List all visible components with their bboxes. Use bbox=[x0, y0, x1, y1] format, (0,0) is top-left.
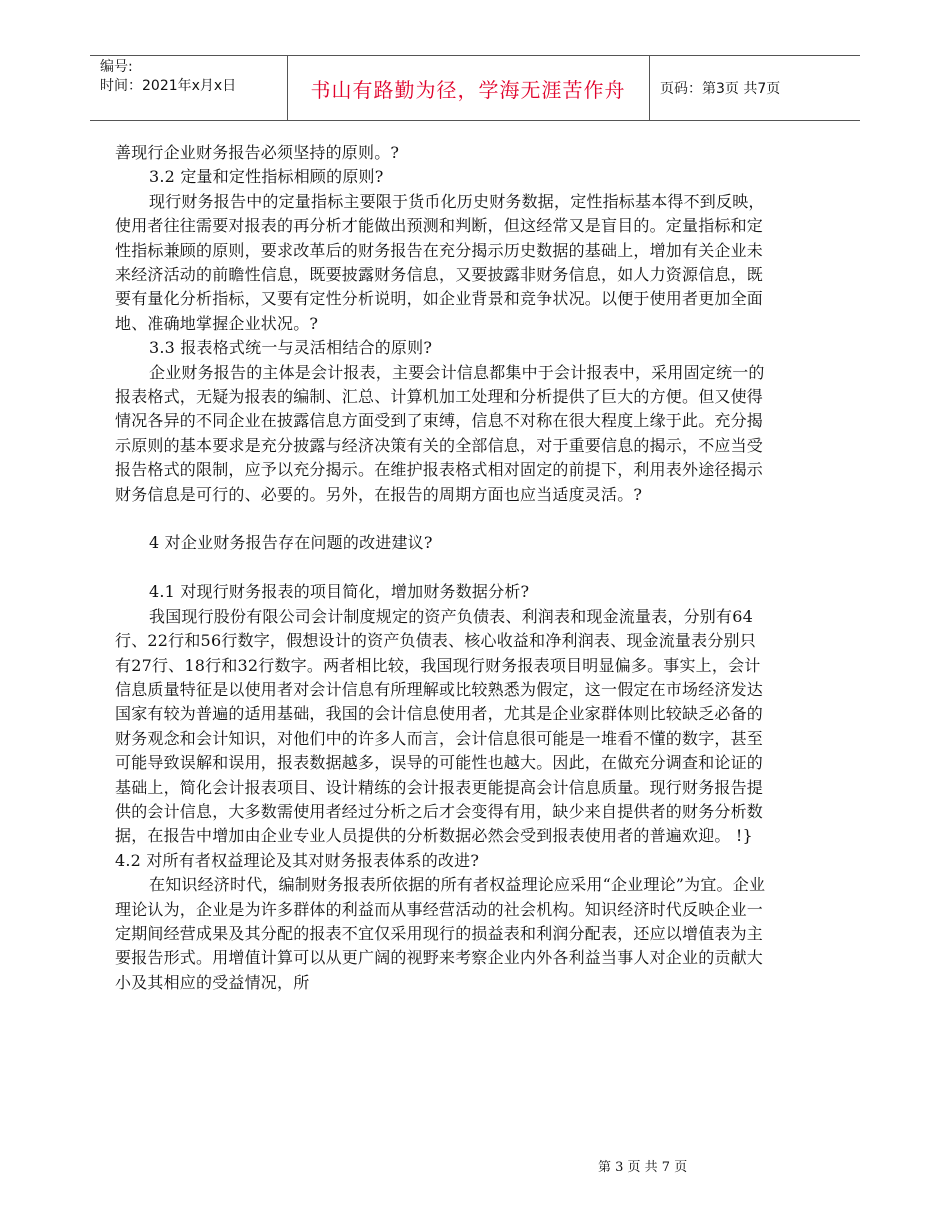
blank-line bbox=[115, 556, 770, 580]
paragraph-4-1-body: 我国现行股份有限公司会计制度规定的资产负债表、利润表和现金流量表，分别有64行、22行和56行数字，假想设计的资产负债表、核心收益和净利润表、现金流量表分别只有27行、18行和32行数字。两者相比较，我国现行财务报表项目明显偏多。事实上，会计信息质量特征是以使用者对会计信息有所理解或比较熟悉为假定，这一假定在市场经济发达国家有较为普遍的适用基础，我国的会计信息使用者，尤其是企业家群体则比较缺乏必备的财务观念和会计知识，对他们中的许多人而言，会计信息很可能是一堆看不懂的数字，甚至可能导致误解和误用，报表数据越多，误导的可能性也越大。因此，在做充分调查和论证的基础上，简化会计报表项目、设计精练的会计报表更能提高会计信息质量。现行财务报告提供的会计信息，大多数需使用者经过分析之后才会变得有用，缺少来自提供者的财务分析数据，在报告中增加由企业专业人员提供的分析数据必然会受到报表使用者的普遍欢迎。 !} 4.2 对所有者权益理论及其对财务报表体系的改进? bbox=[115, 606, 764, 870]
paragraph-continuation: 善现行企业财务报告必须坚持的原则。? bbox=[115, 143, 400, 162]
section-heading-4: 4 对企业财务报告存在问题的改进建议? bbox=[149, 533, 433, 553]
footer-page-number: 第 3 页 共 7 页 bbox=[598, 1160, 688, 1175]
header-number-label: 编号: bbox=[100, 59, 133, 75]
document-body bbox=[115, 141, 770, 995]
header-meta bbox=[100, 58, 280, 96]
header-top-rule bbox=[90, 55, 860, 56]
paragraph-3-3-body: 企业财务报告的主体是会计报表，主要会计信息都集中于会计报表中，采用固定统一的报表格式，无疑为报表的编制、汇总、计算机加工处理和分析提供了巨大的方便。但又使得情况各异的不同企业在披露信息方面受到了束缚，信息不对称在很大程度上缘于此。充分揭示原则的基本要求是充分披露与经济决策有关的全部信息，对于重要信息的揭示，不应当受报告格式的限制，应予以充分揭示。在维护报表格式相对固定的前提下，利用表外途径揭示财务信息是可行的、必要的。另外，在报告的周期方面也应当适度灵活。? bbox=[115, 362, 765, 504]
blank-line bbox=[115, 507, 770, 531]
paragraph-4-2-body: 在知识经济时代，编制财务报表所依据的所有者权益理论应采用“企业理论”为宜。企业理论认为，企业是为许多群体的利益而从事经营活动的社会机构。知识经济时代反映企业一定期间经营成果及其分配的报表不宜仅采用现行的损益表和利润分配表，还应以增值表为主要报告形式。用增值计算可以从更广阔的视野来考察企业内外各利益当事人对企业的贡献大小及其相应的受益情况，所 bbox=[115, 875, 766, 992]
header-bottom-rule bbox=[90, 120, 860, 121]
section-heading-4-1: 4.1 对现行财务报表的项目简化，增加财务数据分析? bbox=[149, 582, 530, 602]
header-divider-right bbox=[649, 55, 650, 121]
section-heading-3-3: 3.3 报表格式统一与灵活相结合的原则? bbox=[149, 338, 433, 358]
header-motto: 书山有路勤为径，学海无涯苦作舟 bbox=[310, 78, 626, 102]
header-time-label: 时间：2021年x月x日 bbox=[100, 78, 237, 94]
paragraph-3-2-body: 现行财务报告中的定量指标主要限于货币化历史财务数据，定性指标基本得不到反映，使用者往往需要对报表的再分析才能做出预测和判断，但这经常又是盲目的。定量指标和定性指标兼顾的原则，要求改革后的财务报告在充分揭示历史数据的基础上，增加有关企业未来经济活动的前瞻性信息，既要披露财务信息，又要披露非财务信息，如人力资源信息，既要有量化分析指标，又要有定性分析说明，如企业背景和竞争状况。以便于使用者更加全面地、准确地掌握企业状况。? bbox=[115, 191, 765, 333]
header-page-label: 页码：第3页 共7页 bbox=[660, 81, 781, 97]
section-heading-3-2: 3.2 定量和定性指标相顾的原则? bbox=[149, 167, 384, 187]
